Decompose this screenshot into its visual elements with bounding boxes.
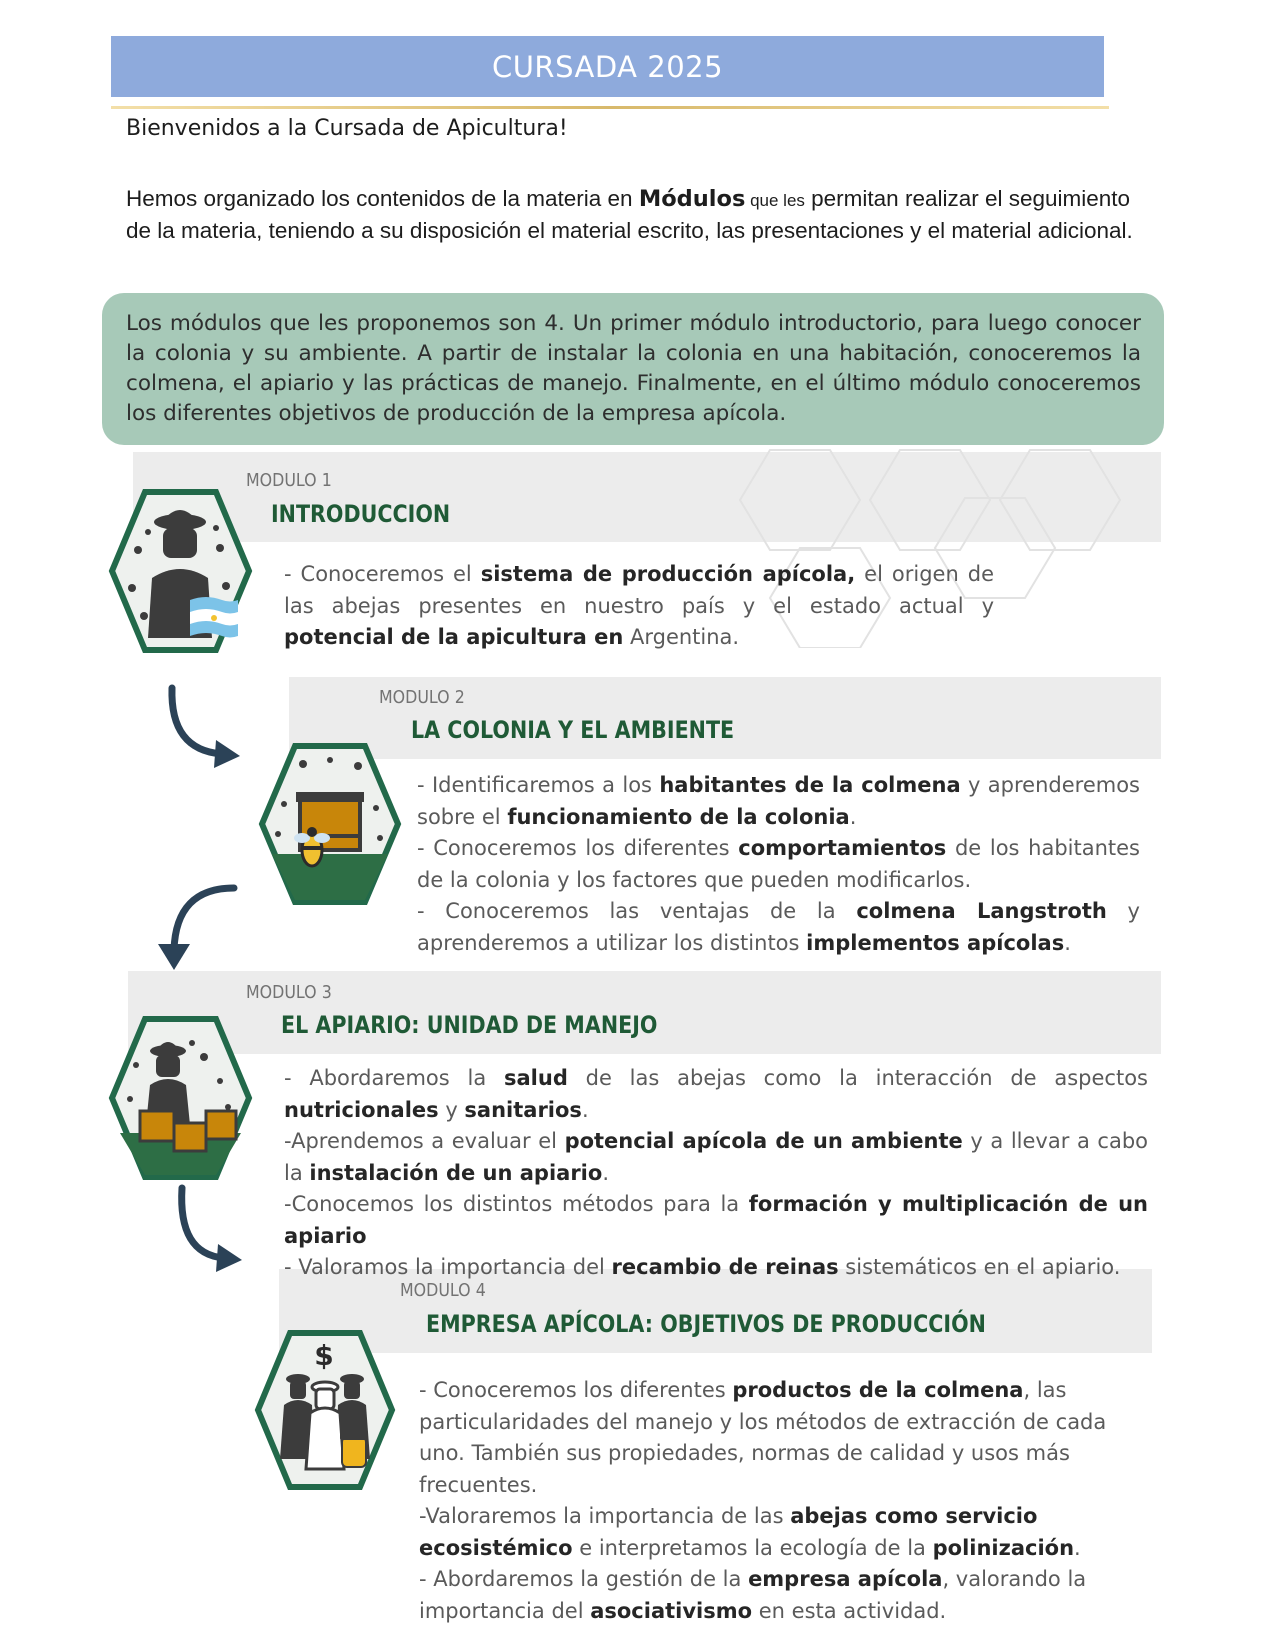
- module-3-paragraph: [284, 1189, 1148, 1252]
- module-3-description: [284, 1063, 1148, 1284]
- module-1-label: MODULO 1: [246, 470, 332, 491]
- body-text: Argentina.: [623, 625, 740, 649]
- module-4-paragraph: [419, 1501, 1147, 1564]
- curved-arrow-icon: [162, 684, 242, 784]
- body-text: y: [438, 1097, 465, 1122]
- body-text: - Valoramos la importancia del: [284, 1255, 612, 1279]
- emphasis-text: formación y multiplicación de un apiario: [284, 1192, 1148, 1248]
- body-text: - Conoceremos las ventajas de la: [417, 899, 857, 923]
- curved-arrow-icon: [172, 1184, 244, 1284]
- module-3-paragraph: [284, 1126, 1148, 1189]
- header-divider: [111, 106, 1109, 109]
- intro-pre: Hemos organizado los contenidos de la materia en: [126, 186, 639, 211]
- module-3-paragraph: [284, 1063, 1148, 1126]
- emphasis-text: sanitarios: [464, 1097, 582, 1122]
- emphasis-text: habitantes de la colmena: [659, 773, 961, 797]
- module-1-paragraph: [284, 559, 994, 654]
- module-2-title: LA COLONIA Y EL AMBIENTE: [411, 716, 735, 744]
- module-4-title: EMPRESA APÍCOLA: OBJETIVOS DE PRODUCCIÓN: [426, 1310, 986, 1338]
- body-text: y aprenderemos sobre el: [417, 773, 1140, 829]
- module-3-label: MODULO 3: [246, 982, 332, 1003]
- intro-small: que les: [745, 191, 805, 210]
- module-3-title: EL APIARIO: UNIDAD DE MANEJO: [281, 1011, 658, 1039]
- module-1-title: INTRODUCCION: [271, 500, 451, 528]
- module-4-paragraph: [419, 1564, 1147, 1627]
- emphasis-text: productos de la colmena: [732, 1378, 1024, 1402]
- emphasis-text: recambio de reinas: [611, 1255, 839, 1279]
- body-text: - Abordaremos la gestión de la: [419, 1567, 749, 1591]
- emphasis-text: instalación de un apiario: [309, 1160, 603, 1185]
- body-text: - Abordaremos la: [284, 1066, 504, 1090]
- body-text: .: [1064, 930, 1071, 955]
- body-text: y aprenderemos a utilizar los distintos: [417, 899, 1140, 955]
- module-3-paragraph: [284, 1252, 1148, 1284]
- emphasis-text: asociativismo: [590, 1598, 753, 1623]
- dollar-sign: $: [314, 1339, 334, 1372]
- emphasis-text: colmena Langstroth: [856, 899, 1107, 923]
- emphasis-text: potencial de la apicultura en: [284, 625, 624, 649]
- body-text: - Conoceremos los diferentes: [417, 836, 739, 860]
- page-title: CURSADA 2025: [491, 50, 724, 84]
- emphasis-text: polinización: [932, 1535, 1075, 1560]
- body-text: e interpretamos la ecología de la: [572, 1535, 933, 1560]
- body-text: -Valoraremos la importancia de las: [419, 1504, 791, 1528]
- emphasis-text: funcionamiento de la colonia: [507, 804, 850, 829]
- honey-business-icon: [254, 1329, 396, 1491]
- apiary-beekeeper-icon: [108, 1015, 253, 1181]
- body-text: .: [1074, 1535, 1081, 1560]
- body-text: , valorando la importancia del: [419, 1567, 1087, 1623]
- intro-paragraph: [126, 184, 1136, 246]
- intro-keyword: Módulos: [638, 186, 746, 212]
- body-text: -Aprendemos a evaluar el: [284, 1129, 565, 1153]
- emphasis-text: sistema de producción apícola,: [480, 562, 856, 586]
- module-4-label: MODULO 4: [400, 1280, 486, 1301]
- module-4-description: [419, 1375, 1147, 1627]
- modules-summary-callout: [102, 293, 1164, 445]
- body-text: .: [602, 1160, 609, 1185]
- page-header: [111, 36, 1104, 97]
- body-text: el origen de las abejas presentes en nuestro país y el estado actual y: [284, 562, 994, 618]
- module-2-description: [417, 770, 1140, 959]
- emphasis-text: nutricionales: [284, 1097, 439, 1122]
- intro-rest: permitan realizar el seguimiento de la materia, teniendo a su disposición el material escrito, las presentaciones y el material adicional.: [126, 186, 1133, 243]
- beekeeper-argentina-flag-icon: [108, 488, 253, 654]
- emphasis-text: implementos apícolas: [806, 930, 1065, 955]
- emphasis-text: empresa apícola: [748, 1567, 943, 1591]
- emphasis-text: potencial apícola de un ambiente: [564, 1129, 963, 1153]
- module-2-paragraph: [417, 770, 1140, 833]
- module-4-paragraph: [419, 1375, 1147, 1501]
- module-2-label: MODULO 2: [379, 687, 465, 708]
- emphasis-text: abejas como servicio ecosistémico: [419, 1504, 1038, 1560]
- module-2-paragraph: [417, 896, 1140, 959]
- body-text: - Conoceremos los diferentes: [419, 1378, 733, 1402]
- body-text: de los habitantes de la colonia y los factores que pueden modificarlos.: [417, 836, 1141, 892]
- beehive-bee-icon: [258, 742, 402, 906]
- body-text: , las particularidades del manejo y los métodos de extracción de cada uno. También sus propiedades, normas de calidad y usos más frecuentes.: [419, 1378, 1107, 1497]
- body-text: y a llevar a cabo la: [284, 1129, 1148, 1185]
- body-text: sistemáticos en el apiario.: [838, 1255, 1121, 1279]
- body-text: en esta actividad.: [752, 1598, 947, 1623]
- callout-text: Los módulos que les proponemos son 4. Un primer módulo introductorio, para luego conocer la colonia y su ambiente. A partir de instalar la colonia en una habitación, conoceremos la colmena, el apiario y las prácticas de manejo. Finalmente, en el último módulo conoceremos los diferentes objetivos de producción de la empresa apícola.: [126, 311, 1141, 426]
- body-text: - Conoceremos el: [284, 562, 481, 586]
- emphasis-text: salud: [504, 1066, 568, 1090]
- body-text: - Identificaremos a los: [417, 773, 660, 797]
- body-text: .: [849, 804, 857, 829]
- body-text: de las abejas como la interacción de aspectos: [567, 1066, 1148, 1090]
- emphasis-text: comportamientos: [738, 836, 947, 860]
- module-2-paragraph: [417, 833, 1140, 896]
- body-text: .: [581, 1097, 589, 1122]
- welcome-text: Bienvenidos a la Cursada de Apicultura!: [126, 116, 568, 141]
- curved-arrow-icon: [150, 880, 240, 972]
- body-text: -Conocemos los distintos métodos para la: [284, 1192, 749, 1216]
- module-1-description: [284, 559, 994, 654]
